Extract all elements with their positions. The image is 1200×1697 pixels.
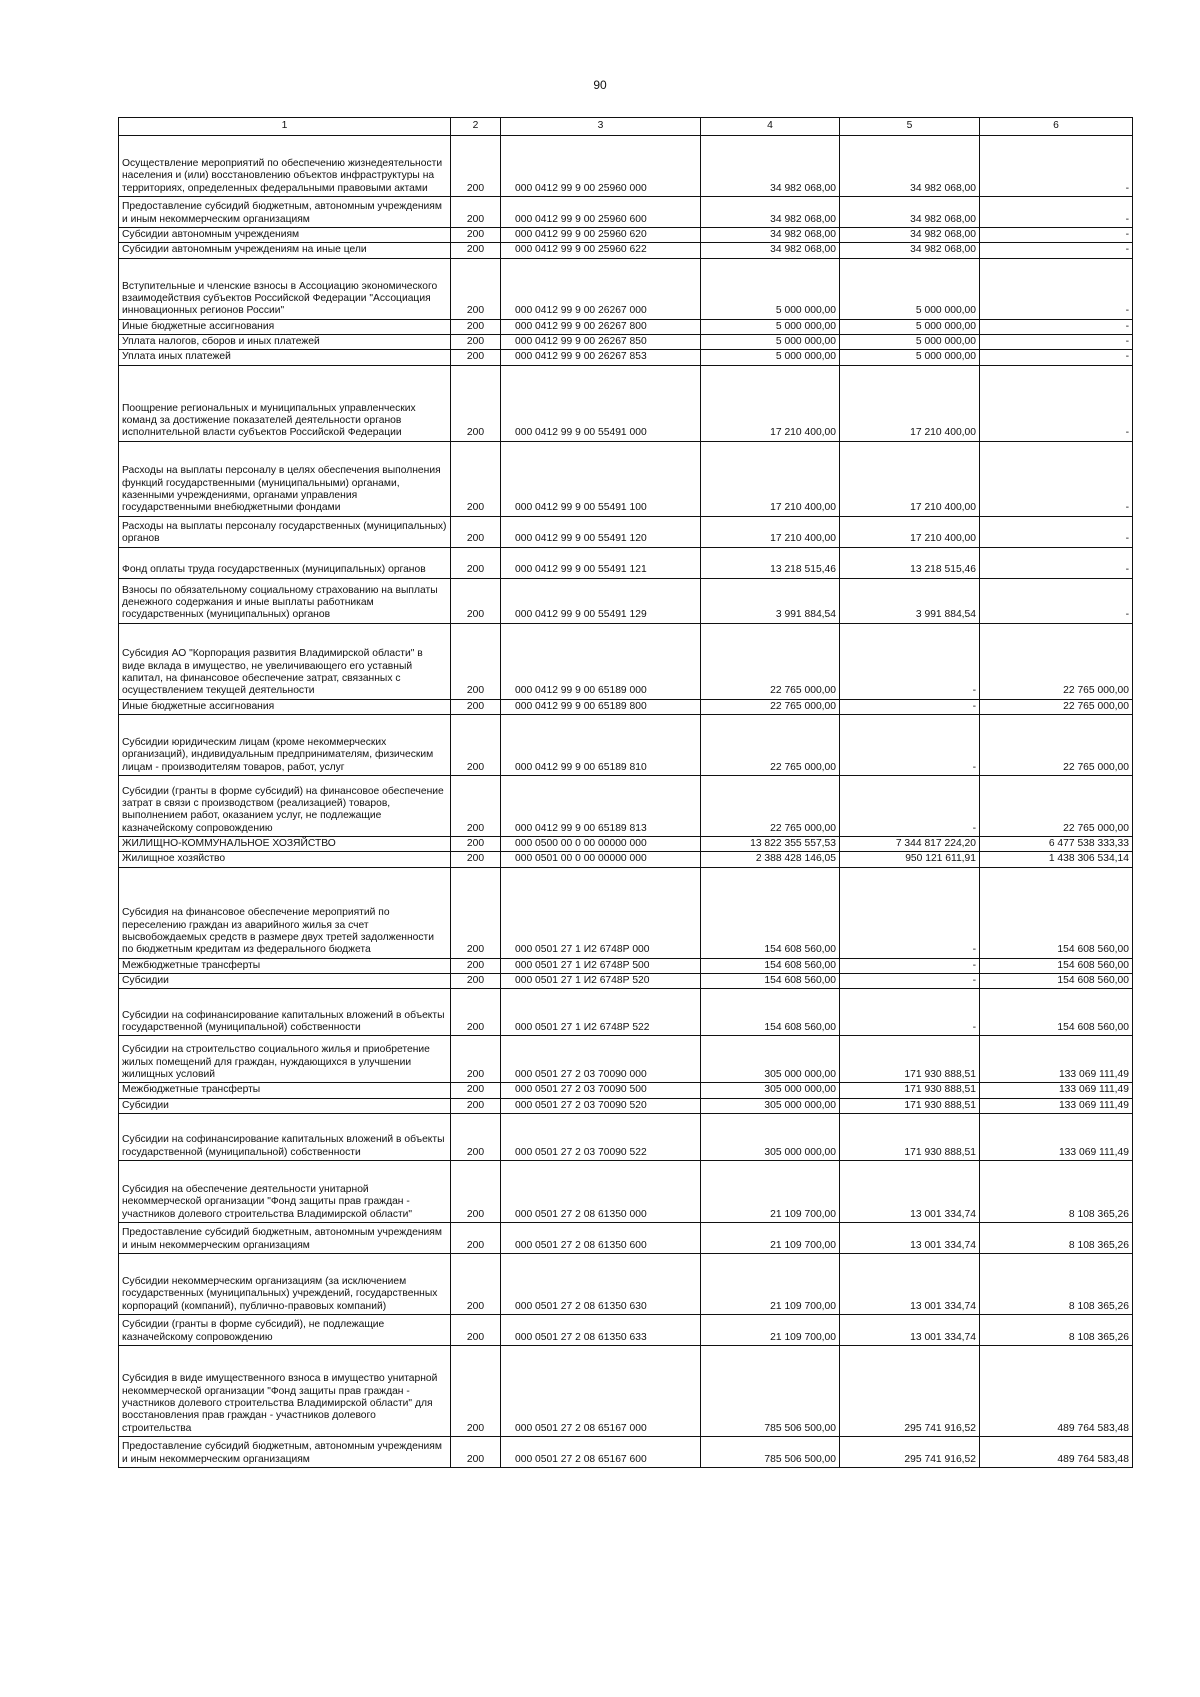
- table-row: [119, 715, 1133, 776]
- executed-amount-cell: 13 001 334,74: [840, 1161, 980, 1223]
- executed-amount-cell: 5 000 000,00: [840, 258, 980, 319]
- table-row: [119, 578, 1133, 623]
- budget-classification-code-cell: 000 0412 99 9 00 26267 853: [501, 350, 701, 365]
- table-row: [119, 974, 1133, 989]
- unexecuted-amount-cell: 154 608 560,00: [980, 974, 1133, 989]
- budget-classification-code-cell: 000 0412 99 9 00 26267 800: [501, 319, 701, 334]
- expenditure-name-cell: Субсидии автономным учреждениям: [119, 228, 451, 243]
- line-code-cell: 200: [451, 958, 501, 973]
- approved-amount-cell: 5 000 000,00: [701, 319, 840, 334]
- table-row: [119, 837, 1133, 852]
- budget-classification-code-cell: 000 0412 99 9 00 65189 000: [501, 623, 701, 699]
- unexecuted-amount-cell: 133 069 111,49: [980, 1114, 1133, 1161]
- line-code-cell: 200: [451, 1437, 501, 1468]
- budget-classification-code-cell: 000 0412 99 9 00 55491 100: [501, 441, 701, 516]
- column-header: 2: [451, 118, 501, 136]
- line-code-cell: 200: [451, 258, 501, 319]
- executed-amount-cell: 7 344 817 224,20: [840, 837, 980, 852]
- table-row: [119, 1098, 1133, 1113]
- expenditure-name-cell: Предоставление субсидий бюджетным, автономным учреждениям и иным некоммерческим организациям: [119, 197, 451, 228]
- approved-amount-cell: 154 608 560,00: [701, 958, 840, 973]
- approved-amount-cell: 785 506 500,00: [701, 1437, 840, 1468]
- expenditure-name-cell: Расходы на выплаты персоналу в целях обеспечения выполнения функций государственными (муниципальными) органами, казенными учреждениями, органами управления государственными внебюджетными фондами: [119, 441, 451, 516]
- budget-classification-code-cell: 000 0412 99 9 00 65189 813: [501, 776, 701, 837]
- unexecuted-amount-cell: 22 765 000,00: [980, 699, 1133, 714]
- approved-amount-cell: 13 822 355 557,53: [701, 837, 840, 852]
- line-code-cell: 200: [451, 578, 501, 623]
- line-code-cell: 200: [451, 852, 501, 867]
- approved-amount-cell: 305 000 000,00: [701, 1114, 840, 1161]
- budget-classification-code-cell: 000 0412 99 9 00 55491 120: [501, 516, 701, 547]
- approved-amount-cell: 5 000 000,00: [701, 335, 840, 350]
- executed-amount-cell: 3 991 884,54: [840, 578, 980, 623]
- expenditure-name-cell: Фонд оплаты труда государственных (муниципальных) органов: [119, 547, 451, 578]
- executed-amount-cell: 295 741 916,52: [840, 1346, 980, 1437]
- budget-classification-code-cell: 000 0501 27 2 08 61350 000: [501, 1161, 701, 1223]
- line-code-cell: 200: [451, 228, 501, 243]
- table-row: [119, 1315, 1133, 1346]
- table-row: [119, 1083, 1133, 1098]
- expenditure-name-cell: Поощрение региональных и муниципальных управленческих команд за достижение показателей деятельности органов исполнительной власти субъектов Российской Федерации: [119, 365, 451, 441]
- unexecuted-amount-cell: -: [980, 258, 1133, 319]
- line-code-cell: 200: [451, 776, 501, 837]
- line-code-cell: 200: [451, 989, 501, 1036]
- executed-amount-cell: 34 982 068,00: [840, 197, 980, 228]
- expenditure-name-cell: Субсидии на строительство социального жилья и приобретение жилых помещений для граждан, нуждающихся в улучшении жилищных условий: [119, 1036, 451, 1083]
- line-code-cell: 200: [451, 1161, 501, 1223]
- unexecuted-amount-cell: -: [980, 547, 1133, 578]
- budget-classification-code-cell: 000 0501 27 2 08 61350 633: [501, 1315, 701, 1346]
- budget-classification-code-cell: 000 0501 27 2 03 70090 520: [501, 1098, 701, 1113]
- budget-classification-code-cell: 000 0412 99 9 00 25960 000: [501, 136, 701, 197]
- executed-amount-cell: -: [840, 958, 980, 973]
- line-code-cell: 200: [451, 319, 501, 334]
- expenditure-name-cell: Взносы по обязательному социальному страхованию на выплаты денежного содержания и иные выплаты работникам государственных (муниципальных) органов: [119, 578, 451, 623]
- budget-classification-code-cell: 000 0412 99 9 00 25960 600: [501, 197, 701, 228]
- budget-classification-code-cell: 000 0501 27 2 08 65167 600: [501, 1437, 701, 1468]
- executed-amount-cell: -: [840, 699, 980, 714]
- expenditure-name-cell: Субсидия в виде имущественного взноса в имущество унитарной некоммерческой организации "Фонд защиты прав граждан - участников долевого строительства Владимирской области" для восстановления прав граждан - участников долевого строительства: [119, 1346, 451, 1437]
- expenditure-name-cell: Межбюджетные трансферты: [119, 1083, 451, 1098]
- unexecuted-amount-cell: 8 108 365,26: [980, 1161, 1133, 1223]
- table-row: [119, 365, 1133, 441]
- budget-classification-code-cell: 000 0501 27 1 И2 6748Р 522: [501, 989, 701, 1036]
- expenditure-name-cell: Иные бюджетные ассигнования: [119, 699, 451, 714]
- unexecuted-amount-cell: 22 765 000,00: [980, 623, 1133, 699]
- line-code-cell: 200: [451, 1098, 501, 1113]
- table-row: [119, 852, 1133, 867]
- approved-amount-cell: 305 000 000,00: [701, 1083, 840, 1098]
- approved-amount-cell: 21 109 700,00: [701, 1161, 840, 1223]
- executed-amount-cell: 17 210 400,00: [840, 441, 980, 516]
- line-code-cell: 200: [451, 1346, 501, 1437]
- budget-classification-code-cell: 000 0412 99 9 00 55491 000: [501, 365, 701, 441]
- executed-amount-cell: 950 121 611,91: [840, 852, 980, 867]
- budget-classification-code-cell: 000 0501 27 2 08 61350 600: [501, 1223, 701, 1254]
- line-code-cell: 200: [451, 699, 501, 714]
- approved-amount-cell: 22 765 000,00: [701, 715, 840, 776]
- budget-classification-code-cell: 000 0412 99 9 00 25960 622: [501, 243, 701, 258]
- executed-amount-cell: 295 741 916,52: [840, 1437, 980, 1468]
- approved-amount-cell: 34 982 068,00: [701, 228, 840, 243]
- unexecuted-amount-cell: 6 477 538 333,33: [980, 837, 1133, 852]
- executed-amount-cell: -: [840, 989, 980, 1036]
- approved-amount-cell: 17 210 400,00: [701, 516, 840, 547]
- approved-amount-cell: 305 000 000,00: [701, 1098, 840, 1113]
- approved-amount-cell: 2 388 428 146,05: [701, 852, 840, 867]
- budget-classification-code-cell: 000 0412 99 9 00 26267 000: [501, 258, 701, 319]
- page-number: 90: [593, 78, 607, 92]
- column-header: 4: [701, 118, 840, 136]
- budget-classification-code-cell: 000 0412 99 9 00 65189 810: [501, 715, 701, 776]
- executed-amount-cell: 13 218 515,46: [840, 547, 980, 578]
- table-row: [119, 441, 1133, 516]
- expenditure-name-cell: Субсидия на обеспечение деятельности унитарной некоммерческой организации "Фонд защиты прав граждан - участников долевого строительства Владимирской области": [119, 1161, 451, 1223]
- line-code-cell: 200: [451, 516, 501, 547]
- table-row: [119, 1437, 1133, 1468]
- executed-amount-cell: 171 930 888,51: [840, 1036, 980, 1083]
- table-row: [119, 776, 1133, 837]
- line-code-cell: 200: [451, 350, 501, 365]
- line-code-cell: 200: [451, 1083, 501, 1098]
- unexecuted-amount-cell: -: [980, 441, 1133, 516]
- unexecuted-amount-cell: -: [980, 136, 1133, 197]
- line-code-cell: 200: [451, 1254, 501, 1315]
- unexecuted-amount-cell: 489 764 583,48: [980, 1437, 1133, 1468]
- unexecuted-amount-cell: 154 608 560,00: [980, 867, 1133, 958]
- line-code-cell: 200: [451, 715, 501, 776]
- executed-amount-cell: 34 982 068,00: [840, 243, 980, 258]
- column-header: 6: [980, 118, 1133, 136]
- executed-amount-cell: 17 210 400,00: [840, 365, 980, 441]
- table-row: [119, 1254, 1133, 1315]
- executed-amount-cell: -: [840, 623, 980, 699]
- approved-amount-cell: 22 765 000,00: [701, 623, 840, 699]
- unexecuted-amount-cell: -: [980, 197, 1133, 228]
- budget-classification-code-cell: 000 0412 99 9 00 65189 800: [501, 699, 701, 714]
- table-row: [119, 1161, 1133, 1223]
- unexecuted-amount-cell: -: [980, 335, 1133, 350]
- budget-classification-code-cell: 000 0501 27 2 03 70090 522: [501, 1114, 701, 1161]
- executed-amount-cell: 34 982 068,00: [840, 136, 980, 197]
- expenditure-name-cell: Предоставление субсидий бюджетным, автономным учреждениям и иным некоммерческим организациям: [119, 1223, 451, 1254]
- expenditure-name-cell: Расходы на выплаты персоналу государственных (муниципальных) органов: [119, 516, 451, 547]
- budget-execution-table: [118, 117, 1133, 1468]
- budget-classification-code-cell: 000 0501 27 2 03 70090 000: [501, 1036, 701, 1083]
- approved-amount-cell: 22 765 000,00: [701, 776, 840, 837]
- budget-classification-code-cell: 000 0501 27 1 И2 6748Р 000: [501, 867, 701, 958]
- expenditure-name-cell: Субсидии: [119, 974, 451, 989]
- expenditure-name-cell: Предоставление субсидий бюджетным, автономным учреждениям и иным некоммерческим организациям: [119, 1437, 451, 1468]
- line-code-cell: 200: [451, 623, 501, 699]
- line-code-cell: 200: [451, 1223, 501, 1254]
- table-row: [119, 867, 1133, 958]
- unexecuted-amount-cell: 22 765 000,00: [980, 776, 1133, 837]
- budget-classification-code-cell: 000 0501 00 0 00 00000 000: [501, 852, 701, 867]
- approved-amount-cell: 785 506 500,00: [701, 1346, 840, 1437]
- approved-amount-cell: 17 210 400,00: [701, 365, 840, 441]
- unexecuted-amount-cell: -: [980, 516, 1133, 547]
- line-code-cell: 200: [451, 335, 501, 350]
- expenditure-name-cell: Субсидии некоммерческим организациям (за исключением государственных (муниципальных) учреждений, государственных корпораций (компаний), публично-правовых компаний): [119, 1254, 451, 1315]
- table-row: [119, 516, 1133, 547]
- approved-amount-cell: 17 210 400,00: [701, 441, 840, 516]
- unexecuted-amount-cell: -: [980, 365, 1133, 441]
- unexecuted-amount-cell: 8 108 365,26: [980, 1315, 1133, 1346]
- line-code-cell: 200: [451, 974, 501, 989]
- table-row: [119, 699, 1133, 714]
- executed-amount-cell: -: [840, 715, 980, 776]
- approved-amount-cell: 21 109 700,00: [701, 1223, 840, 1254]
- budget-classification-code-cell: 000 0501 27 1 И2 6748Р 500: [501, 958, 701, 973]
- approved-amount-cell: 34 982 068,00: [701, 136, 840, 197]
- approved-amount-cell: 13 218 515,46: [701, 547, 840, 578]
- unexecuted-amount-cell: -: [980, 243, 1133, 258]
- budget-classification-code-cell: 000 0501 27 1 И2 6748Р 520: [501, 974, 701, 989]
- expenditure-name-cell: Осуществление мероприятий по обеспечению жизнедеятельности населения и (или) восстановлению объектов инфраструктуры на территориях, определенных федеральными правовыми актами: [119, 136, 451, 197]
- table-row: [119, 228, 1133, 243]
- expenditure-name-cell: Субсидии: [119, 1098, 451, 1113]
- unexecuted-amount-cell: -: [980, 350, 1133, 365]
- budget-classification-code-cell: 000 0500 00 0 00 00000 000: [501, 837, 701, 852]
- unexecuted-amount-cell: -: [980, 319, 1133, 334]
- table-row: [119, 1223, 1133, 1254]
- table-row: [119, 258, 1133, 319]
- approved-amount-cell: 21 109 700,00: [701, 1254, 840, 1315]
- approved-amount-cell: 22 765 000,00: [701, 699, 840, 714]
- table-row: [119, 1346, 1133, 1437]
- expenditure-name-cell: Субсидии автономным учреждениям на иные цели: [119, 243, 451, 258]
- line-code-cell: 200: [451, 867, 501, 958]
- line-code-cell: 200: [451, 837, 501, 852]
- budget-classification-code-cell: 000 0412 99 9 00 25960 620: [501, 228, 701, 243]
- line-code-cell: 200: [451, 136, 501, 197]
- executed-amount-cell: -: [840, 776, 980, 837]
- table-row: [119, 136, 1133, 197]
- executed-amount-cell: -: [840, 867, 980, 958]
- approved-amount-cell: 5 000 000,00: [701, 350, 840, 365]
- expenditure-name-cell: Субсидии на софинансирование капитальных вложений в объекты государственной (муниципальной) собственности: [119, 989, 451, 1036]
- expenditure-name-cell: Субсидии на софинансирование капитальных вложений в объекты государственной (муниципальной) собственности: [119, 1114, 451, 1161]
- unexecuted-amount-cell: 133 069 111,49: [980, 1098, 1133, 1113]
- table-row: [119, 335, 1133, 350]
- unexecuted-amount-cell: 489 764 583,48: [980, 1346, 1133, 1437]
- column-header: 3: [501, 118, 701, 136]
- budget-classification-code-cell: 000 0501 27 2 08 61350 630: [501, 1254, 701, 1315]
- executed-amount-cell: 34 982 068,00: [840, 228, 980, 243]
- executed-amount-cell: 13 001 334,74: [840, 1315, 980, 1346]
- expenditure-name-cell: Вступительные и членские взносы в Ассоциацию экономического взаимодействия субъектов Российской Федерации "Ассоциация инновационных регионов России": [119, 258, 451, 319]
- unexecuted-amount-cell: 22 765 000,00: [980, 715, 1133, 776]
- unexecuted-amount-cell: 8 108 365,26: [980, 1254, 1133, 1315]
- executed-amount-cell: 171 930 888,51: [840, 1083, 980, 1098]
- table-row: [119, 989, 1133, 1036]
- expenditure-name-cell: Субсидии юридическим лицам (кроме некоммерческих организаций), индивидуальным предпринимателям, физическим лицам - производителям товаров, работ, услуг: [119, 715, 451, 776]
- budget-classification-code-cell: 000 0412 99 9 00 26267 850: [501, 335, 701, 350]
- table-row: [119, 1114, 1133, 1161]
- approved-amount-cell: 5 000 000,00: [701, 258, 840, 319]
- unexecuted-amount-cell: 133 069 111,49: [980, 1036, 1133, 1083]
- table-row: [119, 547, 1133, 578]
- approved-amount-cell: 305 000 000,00: [701, 1036, 840, 1083]
- line-code-cell: 200: [451, 197, 501, 228]
- table-row: [119, 350, 1133, 365]
- executed-amount-cell: 5 000 000,00: [840, 350, 980, 365]
- budget-classification-code-cell: 000 0501 27 2 08 65167 000: [501, 1346, 701, 1437]
- table-row: [119, 958, 1133, 973]
- approved-amount-cell: 34 982 068,00: [701, 197, 840, 228]
- executed-amount-cell: 171 930 888,51: [840, 1098, 980, 1113]
- column-header: 5: [840, 118, 980, 136]
- expenditure-name-cell: Межбюджетные трансферты: [119, 958, 451, 973]
- expenditure-name-cell: Субсидии (гранты в форме субсидий), не подлежащие казначейскому сопровождению: [119, 1315, 451, 1346]
- unexecuted-amount-cell: 154 608 560,00: [980, 989, 1133, 1036]
- approved-amount-cell: 154 608 560,00: [701, 989, 840, 1036]
- expenditure-name-cell: Субсидия на финансовое обеспечение мероприятий по переселению граждан из аварийного жилья за счет высвобождаемых средств в размере двух третей задолженности по бюджетным кредитам из федерального бюджета: [119, 867, 451, 958]
- unexecuted-amount-cell: 133 069 111,49: [980, 1083, 1133, 1098]
- unexecuted-amount-cell: 154 608 560,00: [980, 958, 1133, 973]
- expenditure-name-cell: Жилищное хозяйство: [119, 852, 451, 867]
- table-row: [119, 1036, 1133, 1083]
- expenditure-name-cell: Субсидии (гранты в форме субсидий) на финансовое обеспечение затрат в связи с производством (реализацией) товаров, выполнением работ, оказанием услуг, не подлежащие казначейскому сопровождению: [119, 776, 451, 837]
- line-code-cell: 200: [451, 1315, 501, 1346]
- line-code-cell: 200: [451, 441, 501, 516]
- line-code-cell: 200: [451, 365, 501, 441]
- line-code-cell: 200: [451, 243, 501, 258]
- unexecuted-amount-cell: -: [980, 228, 1133, 243]
- line-code-cell: 200: [451, 547, 501, 578]
- executed-amount-cell: 5 000 000,00: [840, 335, 980, 350]
- executed-amount-cell: 5 000 000,00: [840, 319, 980, 334]
- column-header: 1: [119, 118, 451, 136]
- executed-amount-cell: 13 001 334,74: [840, 1223, 980, 1254]
- approved-amount-cell: 21 109 700,00: [701, 1315, 840, 1346]
- budget-classification-code-cell: 000 0412 99 9 00 55491 129: [501, 578, 701, 623]
- executed-amount-cell: -: [840, 974, 980, 989]
- line-code-cell: 200: [451, 1114, 501, 1161]
- table-row: [119, 623, 1133, 699]
- approved-amount-cell: 34 982 068,00: [701, 243, 840, 258]
- budget-classification-code-cell: 000 0501 27 2 03 70090 500: [501, 1083, 701, 1098]
- approved-amount-cell: 154 608 560,00: [701, 867, 840, 958]
- expenditure-name-cell: Субсидия АО "Корпорация развития Владимирской области" в виде вклада в имущество, не увеличивающего его уставный капитал, на финансовое обеспечение затрат, связанных с осуществлением текущей деятельности: [119, 623, 451, 699]
- approved-amount-cell: 154 608 560,00: [701, 974, 840, 989]
- table-row: [119, 243, 1133, 258]
- unexecuted-amount-cell: 8 108 365,26: [980, 1223, 1133, 1254]
- budget-classification-code-cell: 000 0412 99 9 00 55491 121: [501, 547, 701, 578]
- expenditure-name-cell: Уплата налогов, сборов и иных платежей: [119, 335, 451, 350]
- executed-amount-cell: 171 930 888,51: [840, 1114, 980, 1161]
- line-code-cell: 200: [451, 1036, 501, 1083]
- executed-amount-cell: 13 001 334,74: [840, 1254, 980, 1315]
- expenditure-name-cell: Уплата иных платежей: [119, 350, 451, 365]
- approved-amount-cell: 3 991 884,54: [701, 578, 840, 623]
- unexecuted-amount-cell: 1 438 306 534,14: [980, 852, 1133, 867]
- executed-amount-cell: 17 210 400,00: [840, 516, 980, 547]
- unexecuted-amount-cell: -: [980, 578, 1133, 623]
- column-number-row: [119, 118, 1133, 136]
- table-row: [119, 319, 1133, 334]
- expenditure-name-cell: ЖИЛИЩНО-КОММУНАЛЬНОЕ ХОЗЯЙСТВО: [119, 837, 451, 852]
- expenditure-name-cell: Иные бюджетные ассигнования: [119, 319, 451, 334]
- table-row: [119, 197, 1133, 228]
